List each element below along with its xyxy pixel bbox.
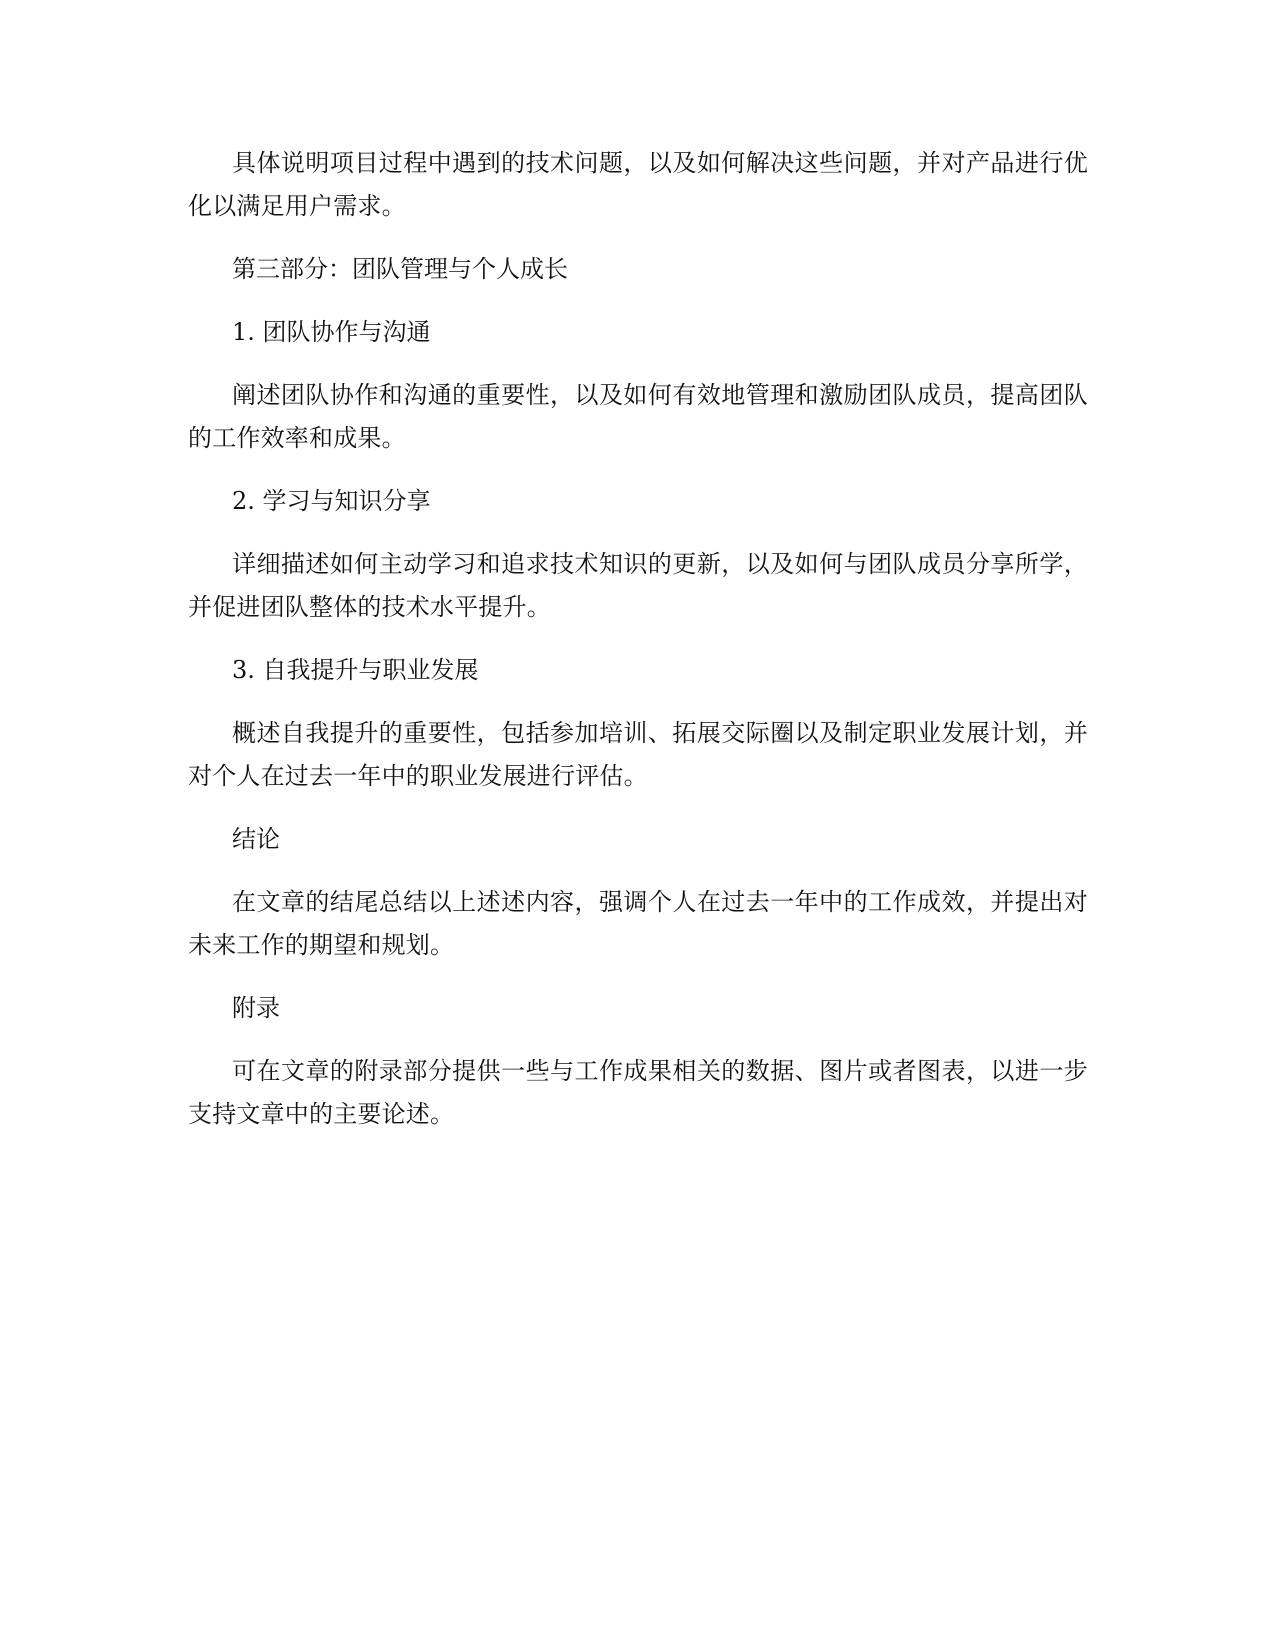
- paragraph-self-improvement: 概述自我提升的重要性，包括参加培训、拓展交际圈以及制定职业发展计划，并对个人在过去一年中的职业发展进行评估。: [188, 719, 1088, 790]
- subheading-learning-sharing: 2. 学习与知识分享: [232, 487, 431, 515]
- paragraph-conclusion: 在文章的结尾总结以上述述内容，强调个人在过去一年中的工作成效，并提出对未来工作的期望和规划。: [188, 888, 1088, 959]
- subheading-team-collaboration: 1. 团队协作与沟通: [232, 318, 431, 346]
- paragraph-technical-issues: 具体说明项目过程中遇到的技术问题，以及如何解决这些问题，并对产品进行优化以满足用户需求。: [188, 149, 1088, 220]
- subheading-self-improvement: 3. 自我提升与职业发展: [232, 656, 479, 684]
- section-heading-conclusion: 结论: [232, 825, 280, 853]
- section-heading-part-three: 第三部分：团队管理与个人成长: [232, 255, 568, 283]
- document-body: [188, 142, 1088, 1156]
- paragraph-team-collaboration: 阐述团队协作和沟通的重要性，以及如何有效地管理和激励团队成员，提高团队的工作效率和成果。: [188, 381, 1088, 452]
- section-heading-appendix: 附录: [232, 994, 280, 1022]
- paragraph-appendix: 可在文章的附录部分提供一些与工作成果相关的数据、图片或者图表，以进一步支持文章中的主要论述。: [188, 1057, 1088, 1128]
- paragraph-learning-sharing: 详细描述如何主动学习和追求技术知识的更新，以及如何与团队成员分享所学，并促进团队整体的技术水平提升。: [188, 550, 1088, 621]
